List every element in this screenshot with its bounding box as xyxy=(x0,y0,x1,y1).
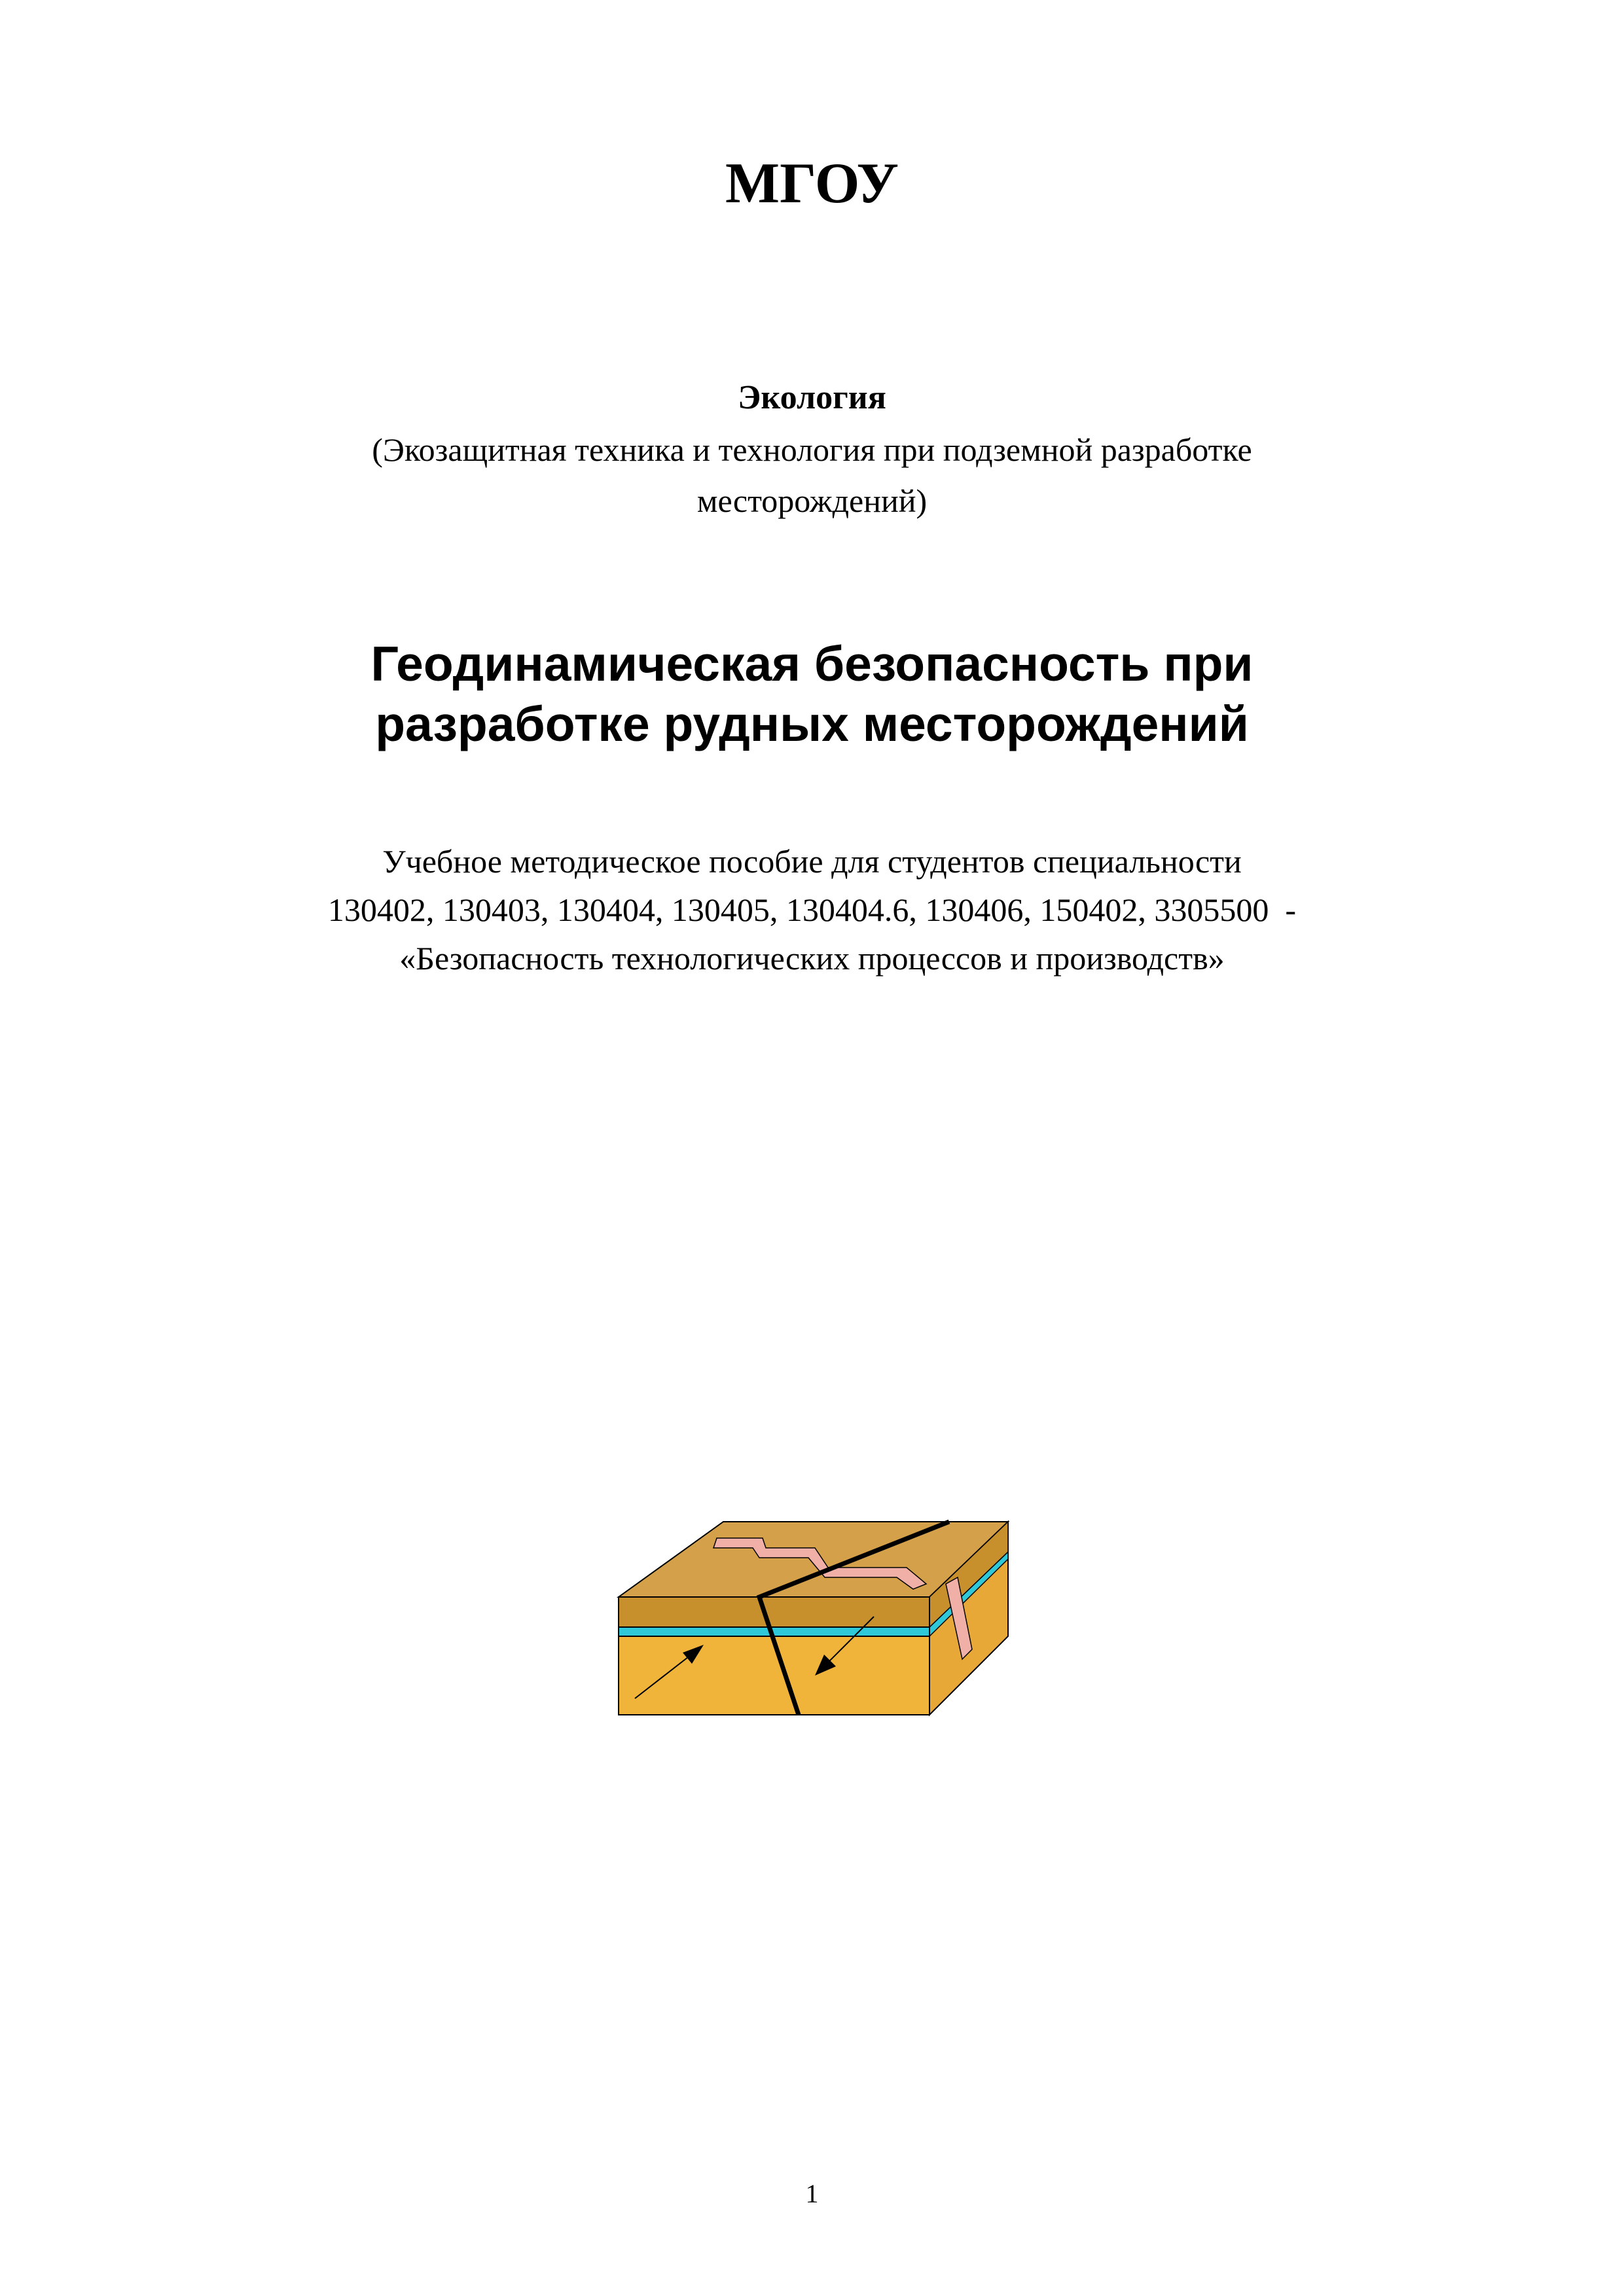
main-title-line-1: Геодинамическая безопасность при xyxy=(370,636,1254,691)
institution-title: МГОУ xyxy=(725,152,899,215)
subject-detail xyxy=(0,424,1624,526)
main-title-line-2: разработке рудных месторождений xyxy=(375,696,1249,751)
page-number: 1 xyxy=(805,2179,819,2208)
description-line-1: Учебное методическое пособие для студентов специальности xyxy=(382,843,1242,880)
description-line-3: «Безопасность технологических процессов и производств» xyxy=(399,940,1225,977)
subject-detail-line-2: месторождений) xyxy=(696,482,928,519)
main-title xyxy=(0,634,1624,754)
block-upper-layer xyxy=(619,1597,929,1627)
description-line-2: 130402, 130403, 130404, 130405, 130404.6, 130406, 150402, 3305500 - xyxy=(327,891,1297,928)
subject-title: Экология xyxy=(738,379,886,416)
description xyxy=(0,837,1624,982)
geological-fault-block-icon xyxy=(599,1512,1018,1721)
subject-detail-line-1: (Экозащитная техника и технология при подземной разработке xyxy=(372,431,1252,468)
